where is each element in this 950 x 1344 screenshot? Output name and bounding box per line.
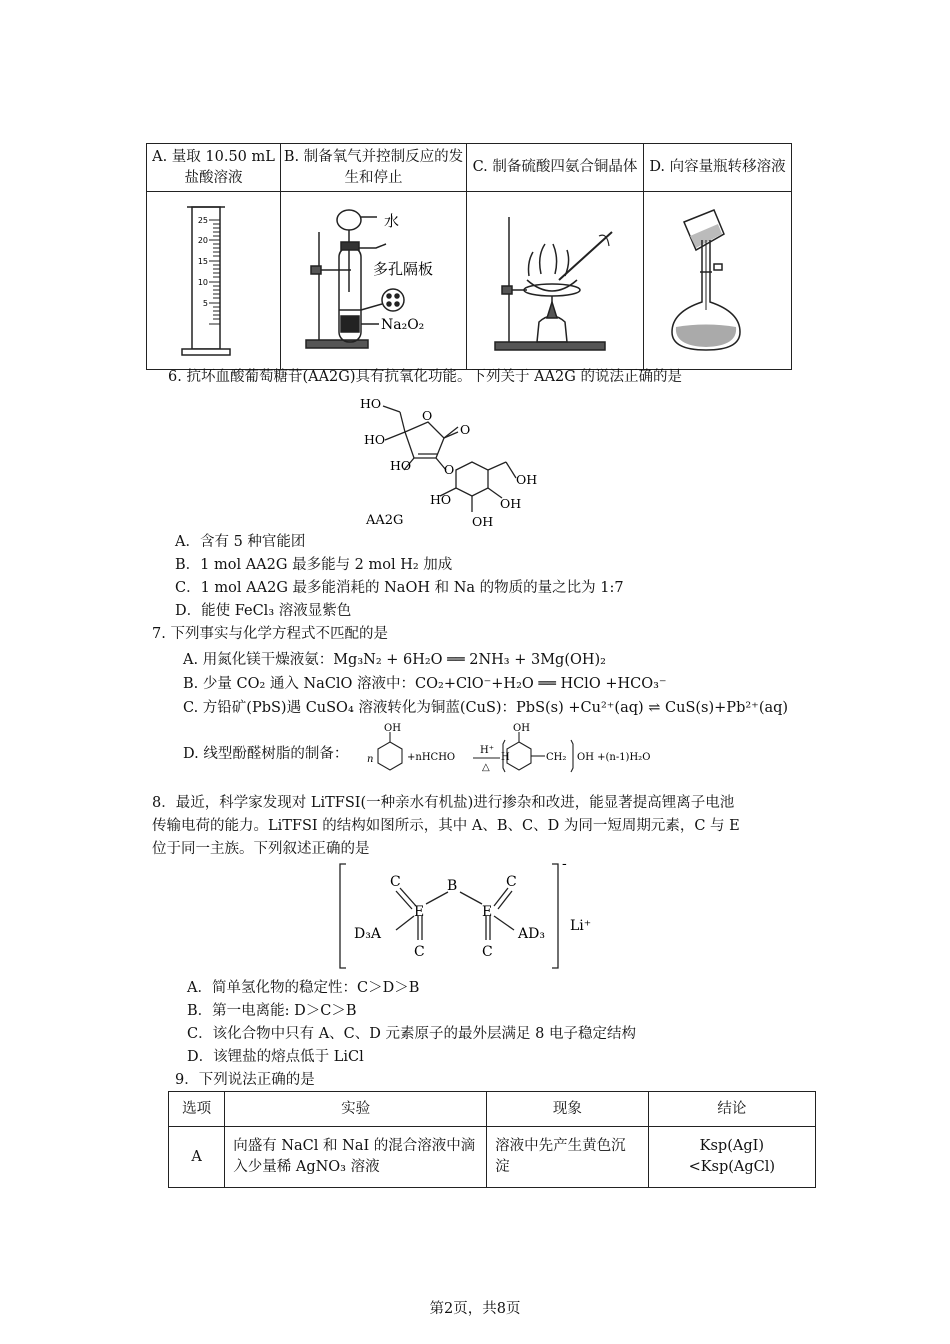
catalyst-label: H⁺ bbox=[480, 745, 494, 756]
o-label: O bbox=[422, 408, 433, 423]
q5-header-a: A. 量取 10.50 mL 盐酸溶液 bbox=[147, 144, 281, 192]
oh-label: OH bbox=[472, 514, 494, 529]
oh-label: OH bbox=[384, 723, 401, 734]
ho-label: HO bbox=[364, 432, 386, 447]
q9-cell-conclusion: Ksp(AgI)<Ksp(AgCl) bbox=[648, 1127, 815, 1188]
q7-option-c: C. 方铅矿(PbS)遇 CuSO₄ 溶液转化为铜蓝(CuS)：PbS(s) +Cu²⁺(aq) ⇌ CuS(s)+Pb²⁺(aq) bbox=[183, 700, 789, 716]
volumetric-flask-figure bbox=[644, 192, 792, 370]
q8-option-d: D．该锂盐的熔点低于 LiCl bbox=[187, 1049, 364, 1065]
q5-table bbox=[146, 143, 792, 370]
litfsi-structure bbox=[338, 858, 608, 976]
b-label: B bbox=[447, 878, 458, 894]
ho-label: HO bbox=[390, 458, 412, 473]
tick-label: 15 bbox=[197, 257, 208, 266]
d3a-label: D₃A bbox=[354, 926, 381, 942]
phenolic-resin-equation bbox=[355, 722, 675, 782]
c-label: C bbox=[414, 944, 425, 960]
evaporation-svg bbox=[467, 192, 643, 362]
q9-header-experiment: 实验 bbox=[225, 1092, 487, 1127]
ad3-label: AD₃ bbox=[518, 926, 545, 942]
tick-label: 25 bbox=[197, 216, 208, 225]
c-label: C bbox=[482, 944, 493, 960]
q8-stem-line2: 传输电荷的能力。LiTFSI 的结构如图所示，其中 A、B、C、D 为同一短周期元素，C 与 E bbox=[152, 818, 740, 834]
q8-option-c: C．该化合物中只有 A、C、D 元素原子的最外层满足 8 电子稳定结构 bbox=[187, 1026, 636, 1042]
q7-option-d: D. 线型酚醛树脂的制备： bbox=[183, 746, 349, 762]
q9-cell-experiment: 向盛有 NaCl 和 NaI 的混合溶液中滴入少量稀 AgNO₃ 溶液 bbox=[225, 1127, 487, 1188]
charge-label: - bbox=[562, 858, 567, 872]
hcho-label: +nHCHO bbox=[407, 752, 456, 763]
graduated-cylinder-figure bbox=[147, 192, 281, 370]
ch2-label: CH₂ bbox=[546, 752, 567, 763]
q9-table bbox=[168, 1091, 816, 1188]
oh-label: OH bbox=[513, 723, 530, 734]
page-footer: 第2页，共8页 bbox=[429, 1301, 521, 1317]
volumetric-flask-svg bbox=[644, 192, 791, 362]
oxygen-generator-figure bbox=[281, 192, 467, 370]
q7-option-a: A. 用氮化镁干燥液氨：Mg₃N₂ + 6H₂O ══ 2NH₃ + 3Mg(OH)₂ bbox=[183, 652, 606, 668]
tick-label: 5 bbox=[202, 299, 208, 308]
n-label: n bbox=[367, 754, 374, 765]
aa2g-caption: AA2G bbox=[366, 513, 404, 528]
evaporation-figure bbox=[467, 192, 644, 370]
water-label: 水 bbox=[384, 212, 400, 230]
porous-plate-label: 多孔隔板 bbox=[373, 260, 434, 278]
q8-option-a: A．简单氢化物的稳定性：C＞D＞B bbox=[187, 980, 420, 996]
q5-header-d: D. 向容量瓶转移溶液 bbox=[644, 144, 792, 192]
tail-label: OH +(n-1)H₂O bbox=[577, 752, 651, 763]
q8-option-b: B．第一电离能: D＞C＞B bbox=[187, 1003, 357, 1019]
q7-stem: 7. 下列事实与化学方程式不匹配的是 bbox=[152, 626, 388, 642]
q5-header-c: C. 制备硫酸四氨合铜晶体 bbox=[467, 144, 644, 192]
e-label: E bbox=[414, 904, 425, 920]
q9-cell-option: A bbox=[169, 1127, 225, 1188]
q8-stem-line1: 8．最近，科学家发现对 LiTFSI(一种亲水有机盐)进行掺杂和改进，能显著提高锂离子电池 bbox=[152, 795, 735, 811]
q5-header-b: B. 制备氧气并控制反应的发生和停止 bbox=[281, 144, 467, 192]
oxygen-generator-svg bbox=[281, 192, 466, 362]
q6-option-a: A．含有 5 种官能团 bbox=[175, 534, 306, 550]
h-label: H bbox=[501, 752, 510, 763]
q6-option-d: D．能使 FeCl₃ 溶液显紫色 bbox=[175, 603, 352, 619]
li-label: Li⁺ bbox=[570, 918, 592, 934]
graduated-cylinder-svg bbox=[147, 192, 280, 362]
tick-label: 10 bbox=[197, 278, 208, 287]
aa2g-structure bbox=[340, 390, 580, 535]
tick-label: 20 bbox=[197, 236, 208, 245]
q9-cell-phenomenon: 溶液中先产生黄色沉淀 bbox=[487, 1127, 649, 1188]
o-label: O bbox=[460, 422, 471, 437]
q7-option-b: B. 少量 CO₂ 通入 NaClO 溶液中：CO₂+ClO⁻+H₂O ══ HClO +HCO₃⁻ bbox=[183, 676, 667, 692]
oh-label: OH bbox=[500, 496, 522, 511]
e-label: E bbox=[482, 904, 493, 920]
q9-stem: 9．下列说法正确的是 bbox=[175, 1072, 315, 1088]
q9-header-phenomenon: 现象 bbox=[487, 1092, 649, 1127]
o-label: O bbox=[444, 462, 455, 477]
q6-option-c: C．1 mol AA2G 最多能消耗的 NaOH 和 Na 的物质的量之比为 1:7 bbox=[175, 580, 624, 596]
na2o2-label: Na₂O₂ bbox=[381, 317, 425, 333]
q8-stem-line3: 位于同一主族。下列叙述正确的是 bbox=[152, 841, 370, 857]
ho-label: HO bbox=[360, 396, 382, 411]
c-label: C bbox=[390, 874, 401, 890]
heat-label: △ bbox=[482, 762, 490, 773]
table-row bbox=[169, 1127, 816, 1188]
q6-stem: 6. 抗坏血酸葡萄糖苷(AA2G)具有抗氧化功能。下列关于 AA2G 的说法正确的是 bbox=[168, 369, 682, 385]
q6-option-b: B．1 mol AA2G 最多能与 2 mol H₂ 加成 bbox=[175, 557, 453, 573]
ho-label: HO bbox=[430, 492, 452, 507]
oh-label: OH bbox=[516, 472, 538, 487]
c-label: C bbox=[506, 874, 517, 890]
q9-header-conclusion: 结论 bbox=[648, 1092, 815, 1127]
q9-header-option: 选项 bbox=[169, 1092, 225, 1127]
